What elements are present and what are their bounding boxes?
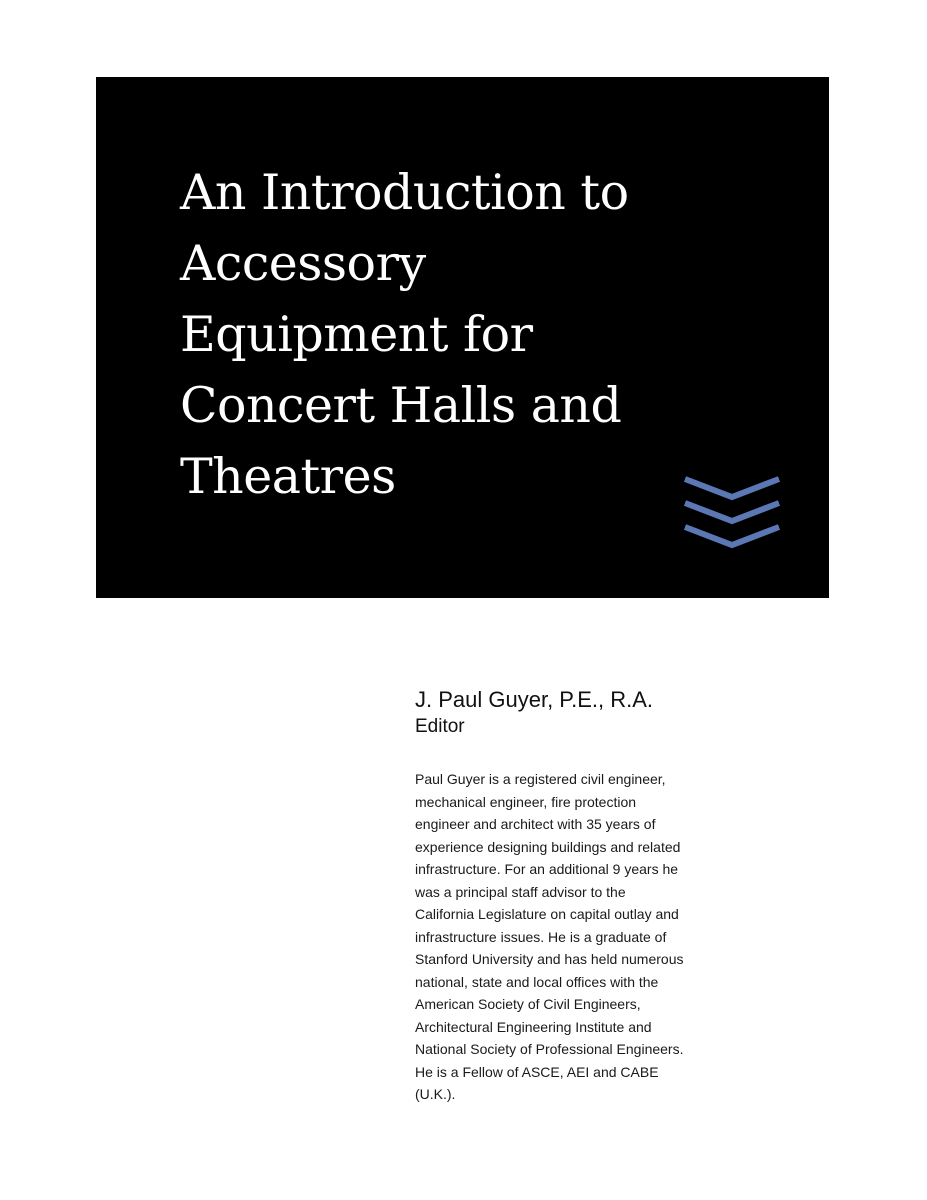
bio-line: national, state and local offices with the [415,973,659,990]
bio-line: (U.K.). [415,1086,456,1102]
bio-line: Stanford University and has held numerous [415,951,684,967]
bio-line: mechanical engineer, fire protection [415,793,637,810]
author-role: Editor [415,716,465,737]
bio-line: California Legislature on capital outlay and [415,906,679,922]
title-line: Equipment for [180,306,533,363]
title-line: Concert Halls and [180,377,622,434]
bio-line: infrastructure. For an additional 9 years he [415,861,679,877]
bio-line: Paul Guyer is a registered civil engineer, [415,771,666,787]
author-block [415,686,795,740]
triple-chevron-down-icon [683,473,781,551]
title-line: An Introduction to [180,164,629,221]
title-line: Theatres [180,448,396,505]
bio-line: engineer and architect with 35 years of [415,816,656,832]
bio-line: Architectural Engineering Institute and [415,1018,652,1035]
author-bio [415,768,795,1106]
book-title [180,157,740,512]
bio-line: National Society of Professional Engineers. [415,1041,684,1057]
bio-line: He is a Fellow of ASCE, AEI and CABE [415,1063,659,1080]
bio-line: experience designing buildings and related [415,838,681,855]
bio-line: infrastructure issues. He is a graduate of [415,928,667,945]
author-name: J. Paul Guyer, P.E., R.A. [415,687,654,712]
title-line: Accessory [180,235,426,292]
bio-line: American Society of Civil Engineers, [415,996,641,1012]
title-panel [96,77,829,598]
bio-line: was a principal staff advisor to the [415,883,626,900]
